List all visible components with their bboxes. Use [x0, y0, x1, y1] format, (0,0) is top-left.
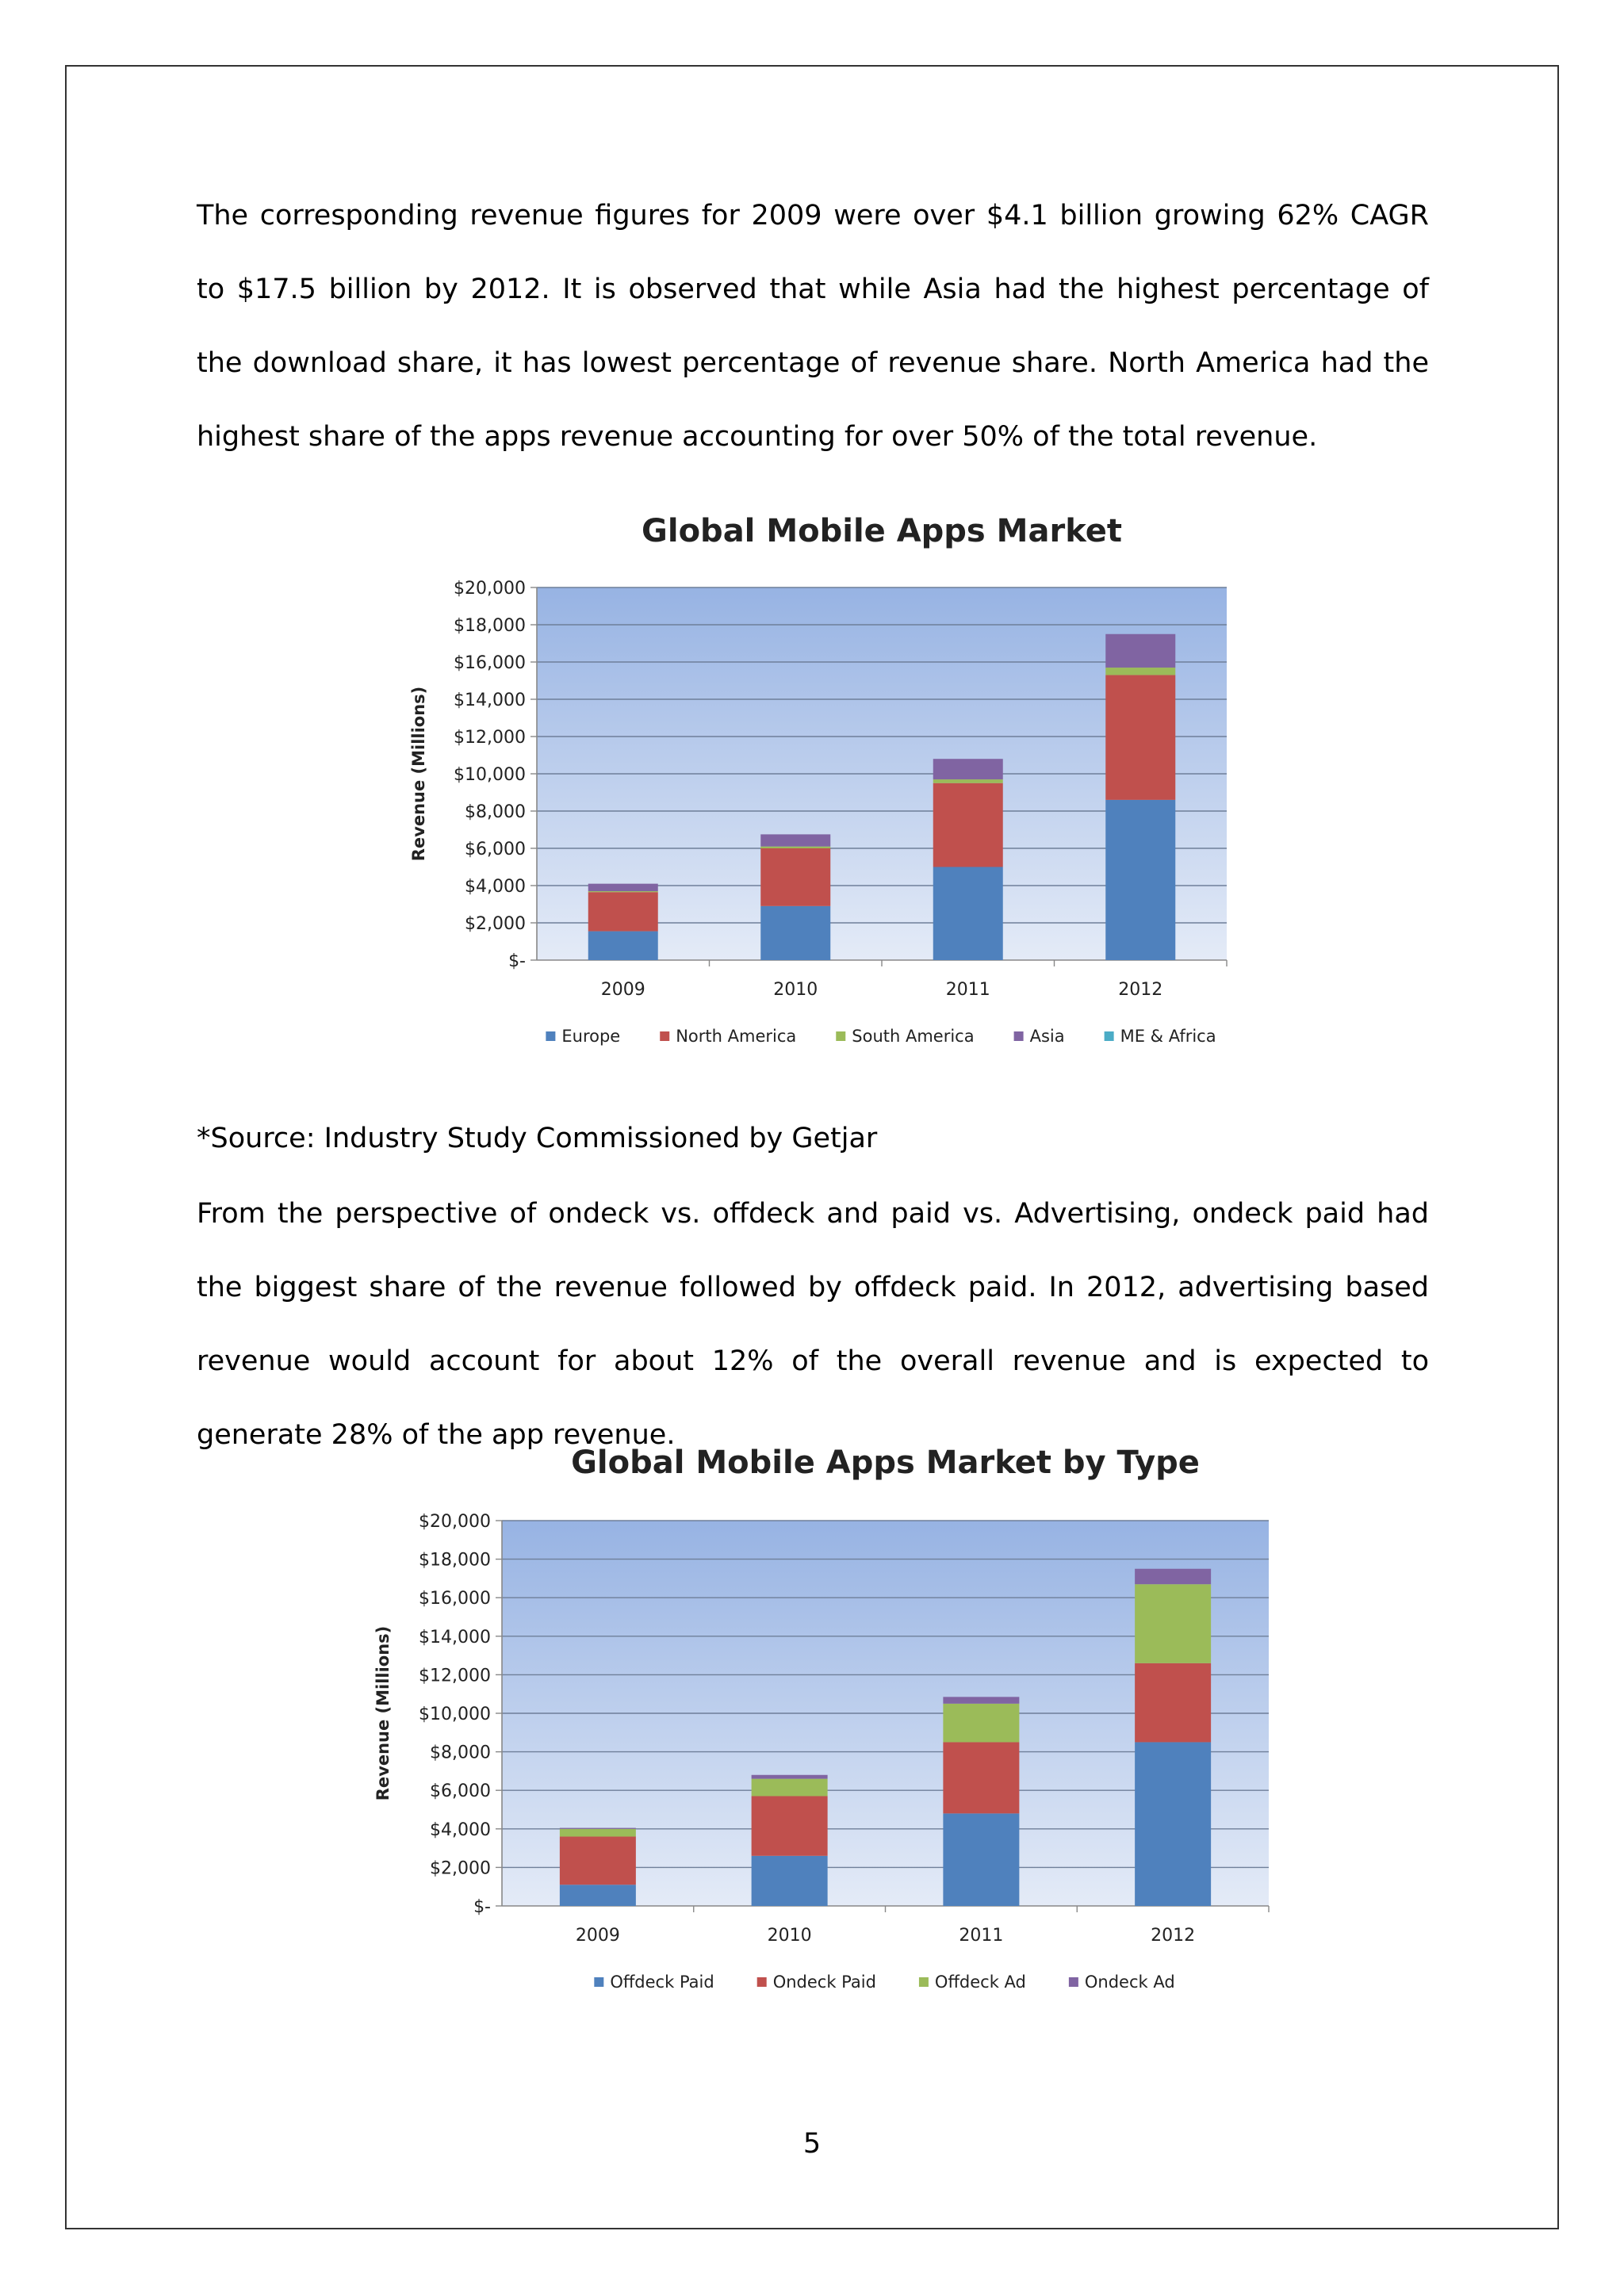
- bar-south-america-2010: [760, 847, 830, 848]
- bar-offdeck-ad-2010: [752, 1779, 828, 1797]
- bar-north-america-2011: [933, 783, 1003, 867]
- bar-ondeck-paid-2010: [752, 1796, 828, 1855]
- bar-europe-2011: [933, 867, 1003, 961]
- bar-ondeck-paid-2011: [943, 1742, 1019, 1813]
- y-tick-label: $2,000: [465, 914, 526, 934]
- y-tick-label: $14,000: [454, 691, 526, 710]
- y-tick-label: $10,000: [419, 1705, 491, 1724]
- source-note: *Source: Industry Study Commissioned by Getjar: [197, 1123, 878, 1154]
- legend-swatch: [1069, 1977, 1078, 1987]
- bar-ondeck-ad-2009: [560, 1828, 636, 1829]
- paragraph-type: From the perspective of ondeck vs. offdeck and paid vs. Advertising, ondeck paid had the biggest share of the revenue followed by offdeck paid. In 2012, advertising based revenue would account for about 12% of the overall revenue and is expected to generate 28% of the app revenue.: [197, 1198, 1429, 1451]
- y-tick-label: $14,000: [419, 1627, 491, 1647]
- y-tick-label: $-: [508, 951, 526, 971]
- legend-label: Offdeck Ad: [934, 1973, 1026, 1992]
- bar-south-america-2009: [588, 891, 658, 892]
- legend-swatch: [546, 1031, 555, 1041]
- bar-offdeck-paid-2009: [560, 1885, 636, 1906]
- legend-label: Ondeck Ad: [1084, 1973, 1175, 1992]
- bar-offdeck-paid-2011: [943, 1813, 1019, 1906]
- bar-offdeck-ad-2011: [943, 1704, 1019, 1743]
- y-tick-label: $4,000: [465, 877, 526, 897]
- page-number: 5: [802, 2128, 822, 2160]
- bar-asia-2010: [760, 834, 830, 846]
- bar-offdeck-paid-2012: [1135, 1742, 1211, 1906]
- x-tick-label: 2011: [945, 980, 990, 1000]
- x-tick-label: 2009: [575, 1926, 620, 1946]
- x-tick-label: 2010: [767, 1926, 812, 1946]
- legend-swatch: [1014, 1031, 1024, 1041]
- bar-europe-2009: [588, 932, 658, 960]
- x-tick-label: 2012: [1118, 980, 1163, 1000]
- y-tick-label: $12,000: [454, 728, 526, 748]
- legend-swatch: [1105, 1031, 1114, 1041]
- bar-south-america-2011: [933, 779, 1003, 783]
- y-axis-label: Revenue (Millions): [373, 1625, 393, 1801]
- bar-offdeck-ad-2009: [560, 1829, 636, 1837]
- chart-svg: [393, 511, 1216, 1090]
- bar-ondeck-ad-2011: [943, 1697, 1019, 1704]
- bar-asia-2012: [1105, 634, 1175, 668]
- bar-offdeck-ad-2012: [1135, 1584, 1211, 1663]
- bar-ondeck-ad-2010: [752, 1775, 828, 1779]
- bar-europe-2010: [760, 906, 830, 960]
- bar-europe-2012: [1105, 800, 1175, 960]
- y-tick-label: $-: [473, 1897, 491, 1917]
- y-tick-label: $20,000: [419, 1512, 491, 1532]
- y-tick-label: $8,000: [465, 802, 526, 822]
- y-tick-label: $8,000: [430, 1743, 491, 1763]
- global-mobile-apps-market-chart: [393, 511, 1216, 1090]
- x-tick-label: 2011: [959, 1926, 1004, 1946]
- bar-ondeck-paid-2012: [1135, 1663, 1211, 1743]
- bar-asia-2009: [588, 884, 658, 891]
- legend-label: North America: [676, 1027, 797, 1046]
- legend-label: Asia: [1029, 1027, 1065, 1046]
- legend-swatch: [594, 1977, 603, 1987]
- y-tick-label: $2,000: [430, 1858, 491, 1879]
- y-tick-label: $20,000: [454, 579, 526, 599]
- bar-north-america-2012: [1105, 675, 1175, 799]
- bar-ondeck-paid-2009: [560, 1837, 636, 1885]
- y-tick-label: $6,000: [430, 1781, 491, 1802]
- y-axis-label: Revenue (Millions): [409, 686, 428, 862]
- legend-label: South America: [852, 1027, 975, 1046]
- bar-north-america-2010: [760, 848, 830, 906]
- y-tick-label: $6,000: [465, 840, 526, 859]
- chart-title: Global Mobile Apps Market: [642, 513, 1122, 549]
- x-tick-label: 2010: [773, 980, 818, 1000]
- legend-swatch: [836, 1031, 845, 1041]
- paragraph-revenue: The corresponding revenue figures for 2009 were over $4.1 billion growing 62% CAGR to $17.5 billion by 2012. It is observed that while Asia had the highest percentage of the download share, it has lowest percentage of revenue share. North America had the highest share of the apps revenue accounting for over 50% of the total revenue.: [197, 200, 1429, 453]
- y-tick-label: $18,000: [419, 1550, 491, 1571]
- bar-north-america-2009: [588, 892, 658, 931]
- y-tick-label: $12,000: [419, 1666, 491, 1686]
- x-tick-label: 2012: [1151, 1926, 1196, 1946]
- x-tick-label: 2009: [600, 980, 645, 1000]
- y-tick-label: $18,000: [454, 616, 526, 636]
- y-tick-label: $16,000: [419, 1589, 491, 1609]
- legend-label: Ondeck Paid: [772, 1973, 876, 1992]
- bar-ondeck-ad-2012: [1135, 1569, 1211, 1584]
- legend-swatch: [660, 1031, 669, 1041]
- legend-swatch: [919, 1977, 929, 1987]
- y-tick-label: $4,000: [430, 1820, 491, 1840]
- y-tick-label: $16,000: [454, 653, 526, 673]
- bar-south-america-2012: [1105, 668, 1175, 675]
- y-tick-label: $10,000: [454, 765, 526, 785]
- bar-offdeck-paid-2010: [752, 1856, 828, 1906]
- bar-asia-2011: [933, 759, 1003, 779]
- chart-title: Global Mobile Apps Market by Type: [571, 1445, 1200, 1481]
- legend-label: Europe: [561, 1027, 621, 1046]
- chart-svg: [357, 1441, 1300, 2020]
- global-mobile-apps-market-by-type-chart: [357, 1441, 1300, 2020]
- legend-swatch: [757, 1977, 767, 1987]
- legend-label: ME & Africa: [1120, 1027, 1216, 1046]
- legend-label: Offdeck Paid: [610, 1973, 714, 1992]
